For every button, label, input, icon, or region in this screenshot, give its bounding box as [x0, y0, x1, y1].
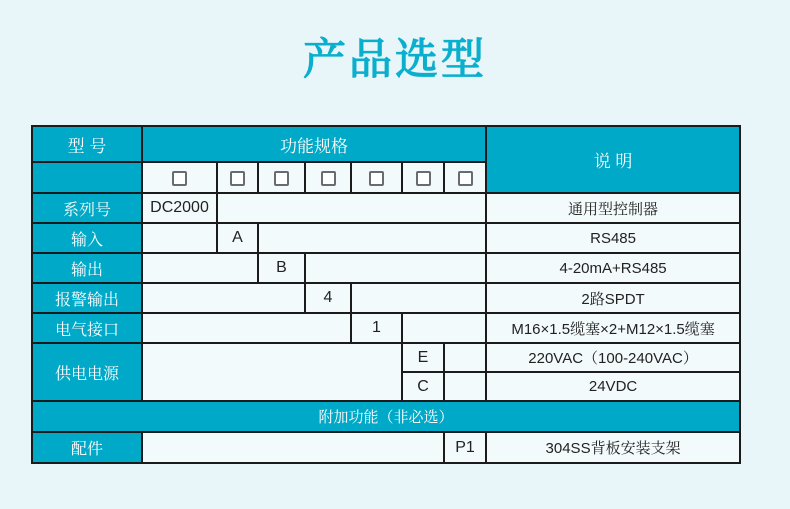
output-empty-right-cell [305, 253, 486, 283]
accessory-empty-cell [142, 432, 444, 463]
electrical-code-cell: 1 [351, 313, 402, 343]
option-box-cell-7 [444, 162, 486, 193]
checkbox-icon [321, 171, 336, 186]
power-e-empty-cell [444, 343, 486, 372]
checkbox-icon [274, 171, 289, 186]
output-desc-cell: 4-20mA+RS485 [486, 253, 740, 283]
model-column-spacer-cell [32, 162, 142, 193]
alarm-desc-cell: 2路SPDT [486, 283, 740, 313]
alarm-empty-left-cell [142, 283, 305, 313]
page-title: 产品选型 [303, 36, 487, 84]
electrical-desc-cell: M16×1.5缆塞×2+M12×1.5缆塞 [486, 313, 740, 343]
section-additional-functions: 附加功能（非必选） [32, 401, 740, 432]
option-box-cell-3 [258, 162, 305, 193]
electrical-empty-left-cell [142, 313, 351, 343]
series-code-cell: DC2000 [142, 193, 217, 223]
checkbox-icon [369, 171, 384, 186]
row-electrical-label: 电气接口 [32, 313, 142, 343]
electrical-empty-right-cell [402, 313, 486, 343]
option-box-cell-4 [305, 162, 351, 193]
alarm-empty-right-cell [351, 283, 486, 313]
header-model: 型 号 [32, 126, 142, 162]
option-box-cell-1 [142, 162, 217, 193]
accessory-code-cell: P1 [444, 432, 486, 463]
header-description: 说 明 [486, 126, 740, 193]
power-e-desc-cell: 220VAC（100-240VAC） [486, 343, 740, 372]
power-c-code-cell: C [402, 372, 444, 401]
row-alarm-label: 报警输出 [32, 283, 142, 313]
row-output-label: 输出 [32, 253, 142, 283]
row-power-label: 供电电源 [32, 343, 142, 401]
input-code-cell: A [217, 223, 258, 253]
row-input-label: 输入 [32, 223, 142, 253]
row-series-label: 系列号 [32, 193, 142, 223]
input-desc-cell: RS485 [486, 223, 740, 253]
option-box-cell-5 [351, 162, 402, 193]
output-empty-left-cell [142, 253, 258, 283]
product-selection-table [31, 125, 741, 464]
series-empty-cell [217, 193, 486, 223]
row-accessory-label: 配件 [32, 432, 142, 463]
power-e-code-cell: E [402, 343, 444, 372]
input-empty-right-cell [258, 223, 486, 253]
power-empty-left-cell [142, 343, 402, 401]
input-empty-left-cell [142, 223, 217, 253]
accessory-desc-cell: 304SS背板安装支架 [486, 432, 740, 463]
option-box-cell-6 [402, 162, 444, 193]
checkbox-icon [230, 171, 245, 186]
checkbox-icon [416, 171, 431, 186]
output-code-cell: B [258, 253, 305, 283]
header-function-spec: 功能规格 [142, 126, 486, 162]
series-desc-cell: 通用型控制器 [486, 193, 740, 223]
power-c-desc-cell: 24VDC [486, 372, 740, 401]
checkbox-icon [172, 171, 187, 186]
checkbox-icon [458, 171, 473, 186]
power-c-empty-cell [444, 372, 486, 401]
option-box-cell-2 [217, 162, 258, 193]
alarm-code-cell: 4 [305, 283, 351, 313]
